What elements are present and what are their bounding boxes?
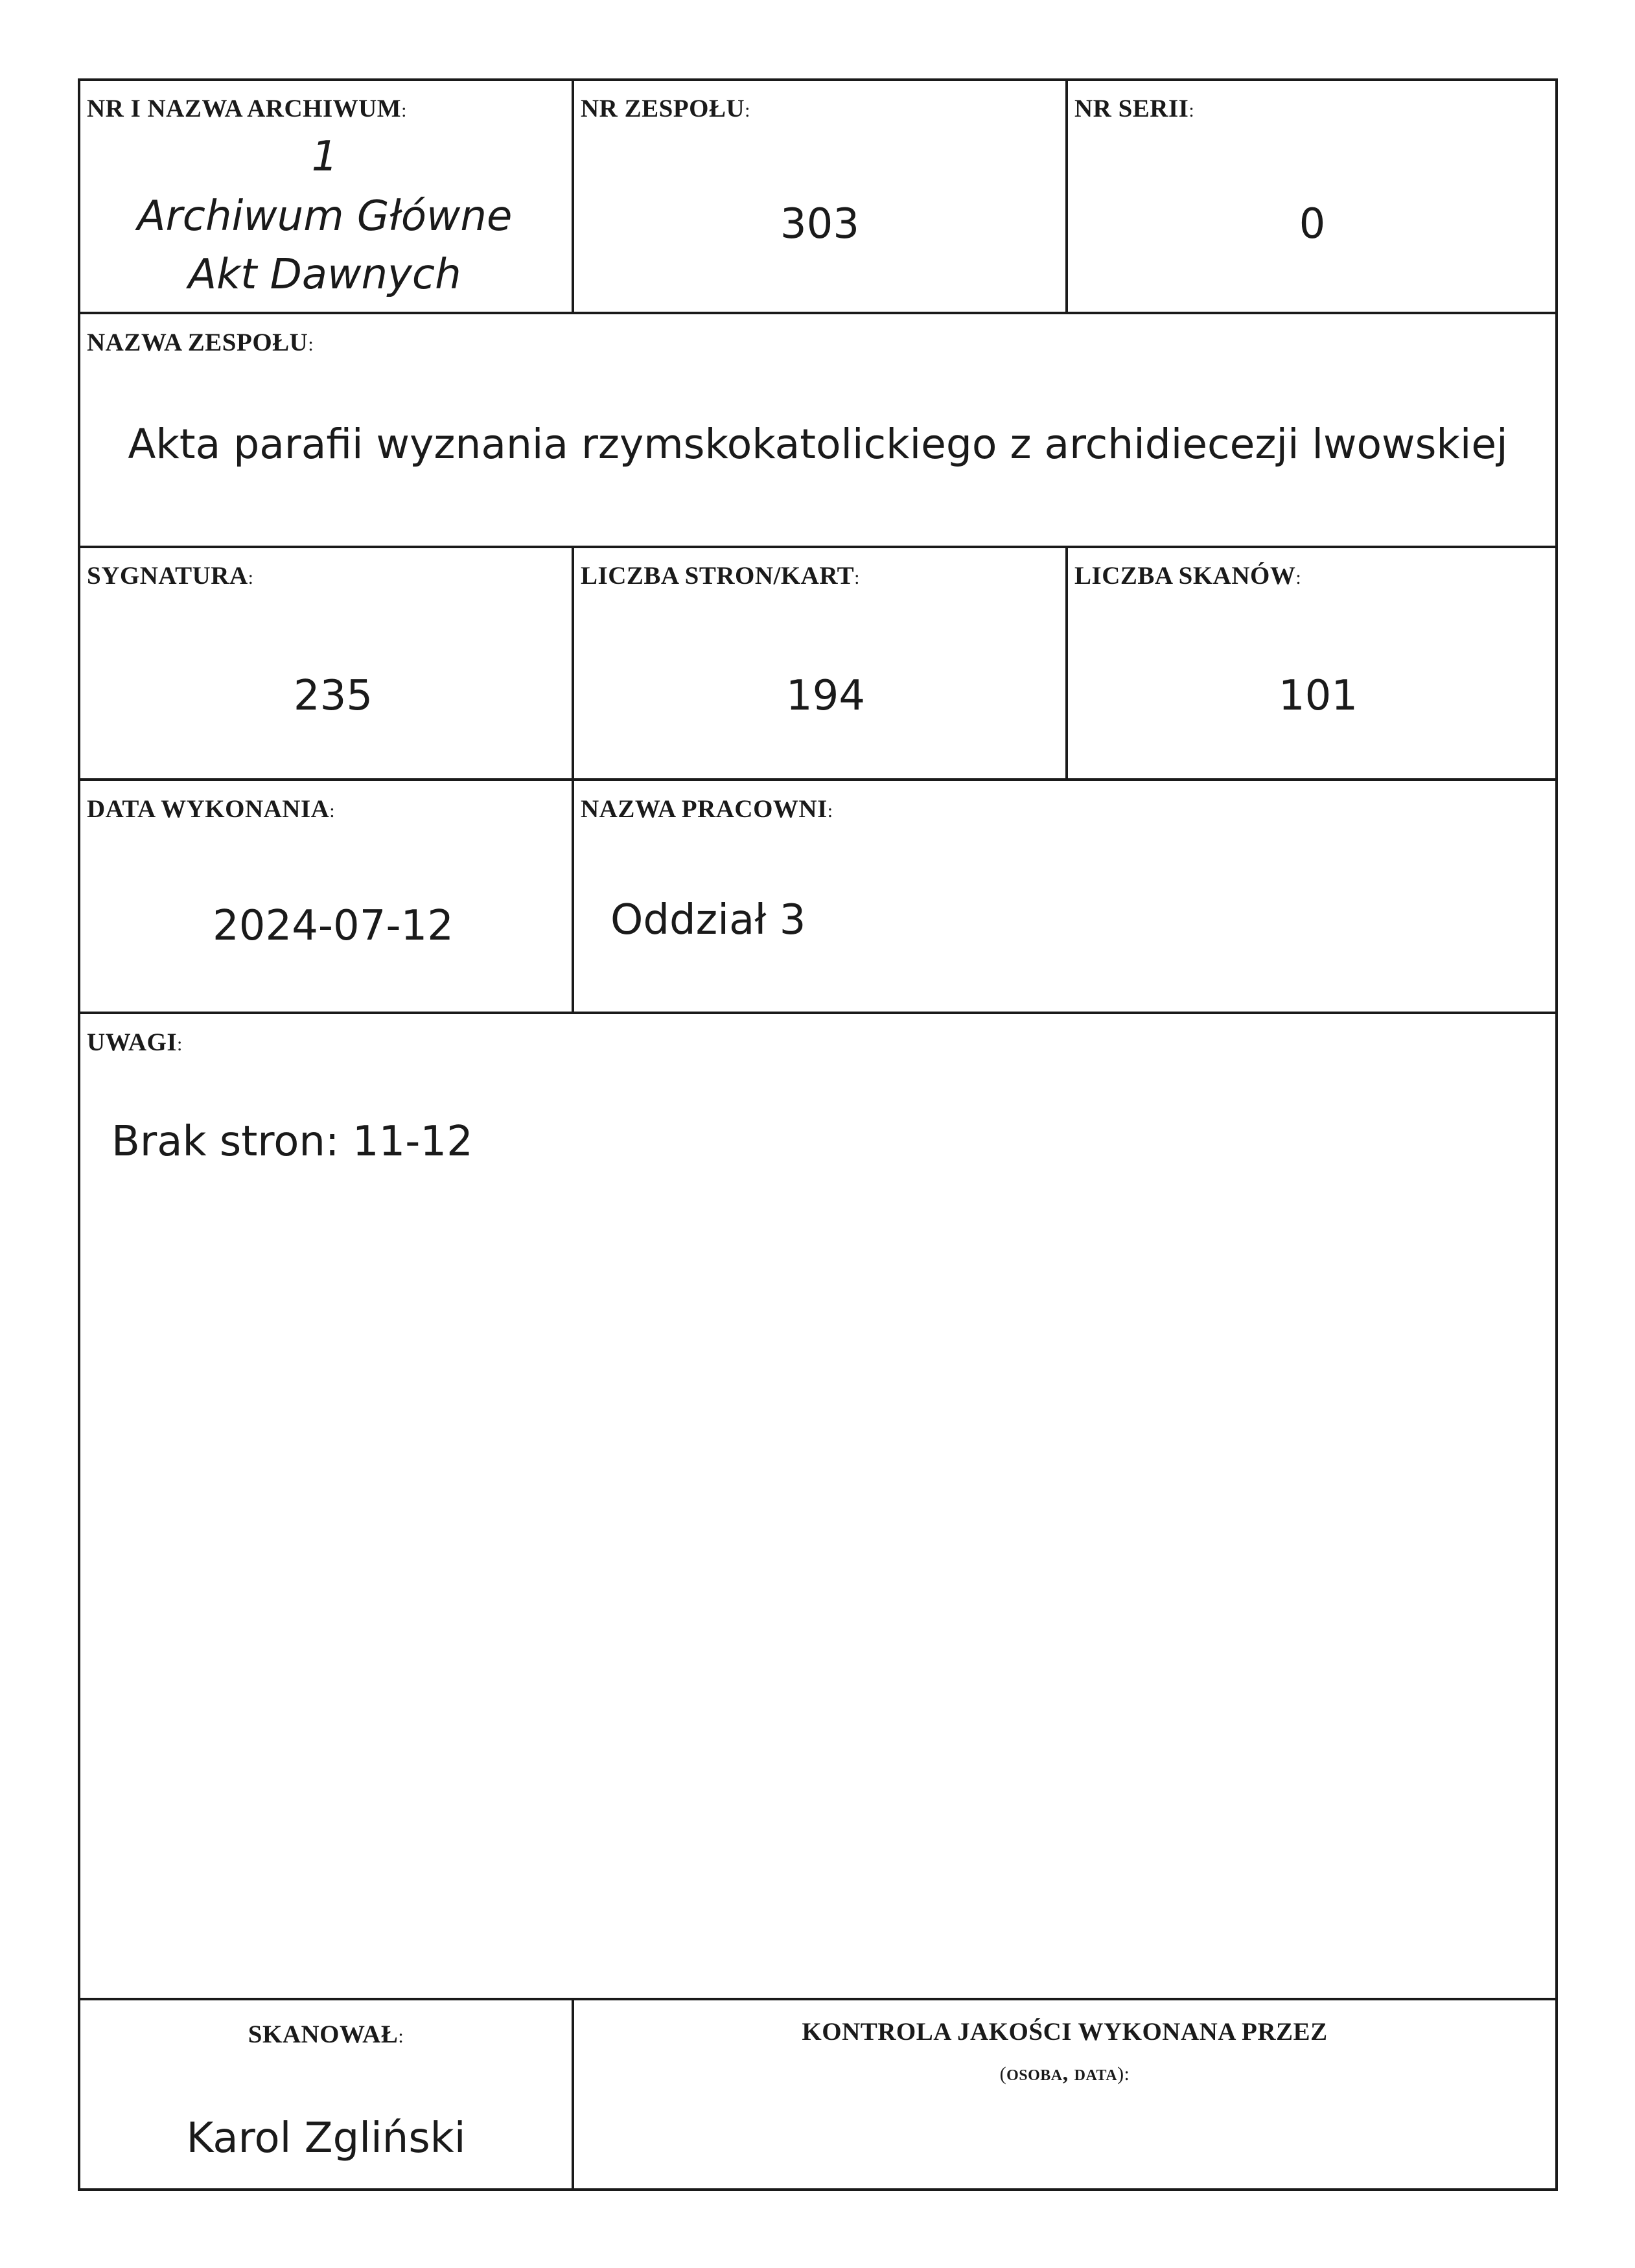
quality-control-label: KONTROLA JAKOŚCI WYKONANA PRZEZ <box>802 2018 1328 2046</box>
quality-control-sublabel: (osoba, data): <box>999 2061 1130 2085</box>
archive-number: 1 <box>311 133 338 181</box>
scan-count-label: LICZBA SKANÓW: <box>1074 562 1302 590</box>
row-divider <box>80 546 1555 548</box>
date-value: 2024-07-12 <box>213 902 454 950</box>
page-count-value: 194 <box>785 672 866 720</box>
fond-name-label: NAZWA ZESPOŁU: <box>87 329 314 356</box>
date-label: DATA WYKONANIA: <box>87 795 336 823</box>
fond-number-value: 303 <box>780 200 860 248</box>
column-divider <box>572 778 574 1012</box>
signature-label: SYGNATURA: <box>87 562 254 590</box>
column-divider <box>572 546 574 778</box>
fond-number-label: NR ZESPOŁU: <box>581 95 750 122</box>
archive-label: NR I NAZWA ARCHIWUM: <box>87 95 407 122</box>
archive-metadata-form <box>78 78 1558 2191</box>
row-divider <box>80 1998 1555 2000</box>
series-number-label: NR SERII: <box>1074 95 1195 122</box>
fond-name-value: Akta parafii wyznania rzymskokatolickiego z archidiecezji lwowskiej <box>128 421 1508 468</box>
notes-value: Brak stron: 11-12 <box>111 1118 473 1166</box>
scan-count-value: 101 <box>1278 672 1358 720</box>
workshop-label: NAZWA PRACOWNI: <box>581 795 833 823</box>
signature-value: 235 <box>293 672 373 720</box>
column-divider <box>1065 81 1068 312</box>
row-divider <box>80 778 1555 781</box>
row-divider <box>80 1012 1555 1014</box>
column-divider <box>572 81 574 312</box>
series-number-value: 0 <box>1299 200 1326 248</box>
column-divider <box>1065 546 1068 778</box>
page-count-label: LICZBA STRON/KART: <box>581 562 860 590</box>
archive-name-line2: Akt Dawnych <box>188 251 461 299</box>
archive-name-line1: Archiwum Główne <box>137 192 513 240</box>
notes-label: UWAGI: <box>87 1028 183 1056</box>
scanned-by-value: Karol Zgliński <box>186 2114 466 2162</box>
scanned-by-label: SKANOWAŁ: <box>248 2020 404 2048</box>
row-divider <box>80 312 1555 314</box>
workshop-value: Oddział 3 <box>610 896 806 944</box>
